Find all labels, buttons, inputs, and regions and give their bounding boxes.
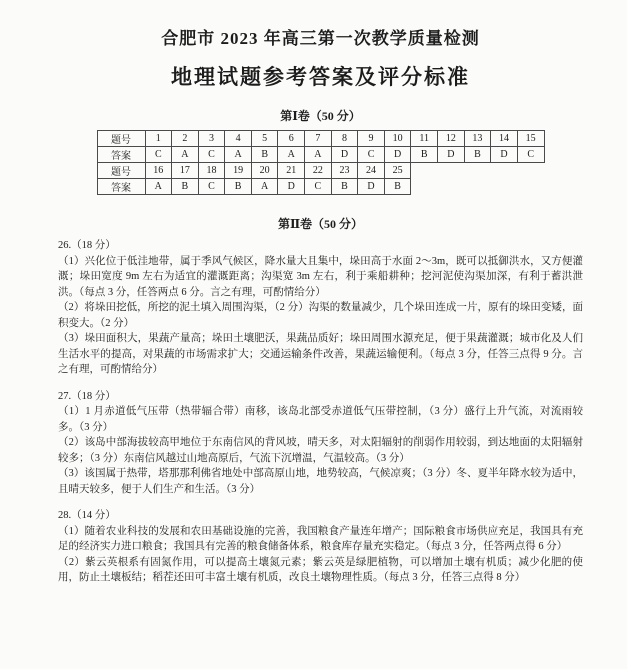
question-number-cell: 17 [172, 163, 199, 179]
question-block-27 [58, 389, 583, 498]
question-number-cell: 4 [225, 131, 252, 147]
answer-cell: A [251, 179, 278, 195]
question-number-cell: 11 [411, 131, 438, 147]
answer-cell: D [491, 147, 518, 163]
answer-cell: C [305, 179, 332, 195]
question-number-cell: 6 [278, 131, 305, 147]
question-number-cell: 12 [438, 131, 465, 147]
question-number-cell: 9 [358, 131, 385, 147]
question-number-cell: 1 [145, 131, 172, 147]
answer-cell: A [278, 147, 305, 163]
answer-paragraph: （3）该国属于热带，塔那那利佛省地处中部高原山地，地势较高，气候凉爽；（3 分）冬、夏半年降水较为适中，且晴天较多，便于人们生产和生活。（3 分） [58, 468, 583, 495]
page-title: 合肥市 2023 年高三第一次教学质量检测 [161, 29, 480, 48]
question-number-cell: 3 [198, 131, 225, 147]
answer-table [97, 130, 545, 195]
row-label: 题号 [97, 163, 145, 179]
answer-cell: C [145, 147, 172, 163]
answer-paragraph: （2）该岛中部海拔较高甲地位于东南信风的背风坡，晴天多，对太阳辐射的削弱作用较弱，到达地面的太阳辐射较多；（3 分）东南信风越过山地高原后，气流下沉增温，气温较高。（3 分） [58, 437, 583, 464]
question-number-cell: 21 [278, 163, 305, 179]
question-number-cell: 24 [358, 163, 385, 179]
answer-paragraph: （2）将垛田挖低，所挖的泥土填入周围沟渠，（2 分）沟渠的数量减少，几个垛田连成一片，原有的垛田变矮，面积变大。（2 分） [58, 302, 583, 329]
row-label: 题号 [97, 131, 145, 147]
answer-cell: B [225, 179, 252, 195]
question-block-26 [58, 238, 583, 378]
question-number-cell: 19 [225, 163, 252, 179]
answer-cell: A [225, 147, 252, 163]
answer-cell: C [517, 147, 544, 163]
answer-paragraph: （1）兴化位于低洼地带，属于季风气候区，降水量大且集中，垛田高于水面 2～3m，既可以抵御洪水，又方便灌溉；垛田宽度 9m 左右为适宜的灌溉距离；沟渠宽 3m 左右，利于乘船耕种；挖河泥使沟渠加深，有利于蓄洪泄洪。（每点 3 分，任答两点 6 分。言之有理，可酌情给分） [58, 255, 583, 298]
question-number-cell: 14 [491, 131, 518, 147]
section-heading-part1: 第Ⅰ卷（50 分） [280, 109, 361, 123]
answer-cell: B [172, 179, 199, 195]
question-number-cell: 20 [251, 163, 278, 179]
page-subtitle: 地理试题参考答案及评分标准 [171, 65, 470, 89]
answer-paragraph: （3）垛田面积大，果蔬产量高；垛田土壤肥沃，果蔬品质好；垛田周围水源充足，便于果蔬灌溉；城市化及人们生活水平的提高，对果蔬的市场需求扩大；交通运输条件改善，果蔬运输便利。（每点 3 分，任答三点得 9 分。言之有理，可酌情给分） [58, 333, 583, 375]
answer-cell: A [172, 147, 199, 163]
question-block-28 [58, 508, 583, 586]
question-number-cell: 7 [305, 131, 332, 147]
question-number-cell: 16 [145, 163, 172, 179]
table-row [97, 147, 544, 163]
answer-cell: B [331, 179, 358, 195]
question-number-cell: 13 [464, 131, 491, 147]
answer-cell: A [305, 147, 332, 163]
answer-cell: B [251, 147, 278, 163]
answer-paragraph: （1）随着农业科技的发展和农田基础设施的完善，我国粮食产量连年增产；国际粮食市场供应充足，我国具有充足的经济实力进口粮食；我国具有完善的粮食储备体系，粮食库存量充实稳定。（每点 3 分，任答两点得 6 分） [58, 525, 583, 552]
answer-cell: C [358, 147, 385, 163]
question-number-cell: 22 [305, 163, 332, 179]
answer-cell: C [198, 179, 225, 195]
table-row [97, 179, 544, 195]
answer-cell: D [384, 147, 411, 163]
answer-cell: D [331, 147, 358, 163]
answer-cell: B [464, 147, 491, 163]
question-number: 27.（18 分） [58, 390, 116, 402]
answer-cell: C [198, 147, 225, 163]
table-row [97, 163, 544, 179]
answer-cell: A [145, 179, 172, 195]
answer-cell: D [358, 179, 385, 195]
answer-paragraph: （2）紫云英根系有固氮作用，可以提高土壤氮元素；紫云英是绿肥植物，可以增加土壤有机质；减少化肥的使用，防止土壤板结；稻茬还田可丰富土壤有机质，改良土壤物理性质。（每点 3 分，任答三点得 8 分） [58, 556, 583, 583]
table-row [97, 131, 544, 147]
question-number: 26.（18 分） [58, 240, 116, 251]
answer-cell: D [438, 147, 465, 163]
answer-cell: B [384, 179, 411, 195]
row-label: 答案 [97, 147, 145, 163]
row-label: 答案 [97, 179, 145, 195]
question-number-cell: 18 [198, 163, 225, 179]
question-number-cell: 5 [251, 131, 278, 147]
answer-cell: B [411, 147, 438, 163]
section-heading-part2: 第Ⅱ卷（50 分） [277, 217, 364, 231]
question-number-cell: 23 [331, 163, 358, 179]
answer-paragraph: （1）1 月赤道低气压带（热带辐合带）南移，该岛北部受赤道低气压带控制，（3 分）盛行上升气流，对流雨较多。（3 分） [58, 406, 583, 433]
question-number-cell: 25 [384, 163, 411, 179]
question-number-cell: 10 [384, 131, 411, 147]
question-number-cell: 2 [172, 131, 199, 147]
question-number-cell: 8 [331, 131, 358, 147]
answer-cell: D [278, 179, 305, 195]
question-number: 28.（14 分） [58, 510, 116, 521]
question-number-cell: 15 [517, 131, 544, 147]
